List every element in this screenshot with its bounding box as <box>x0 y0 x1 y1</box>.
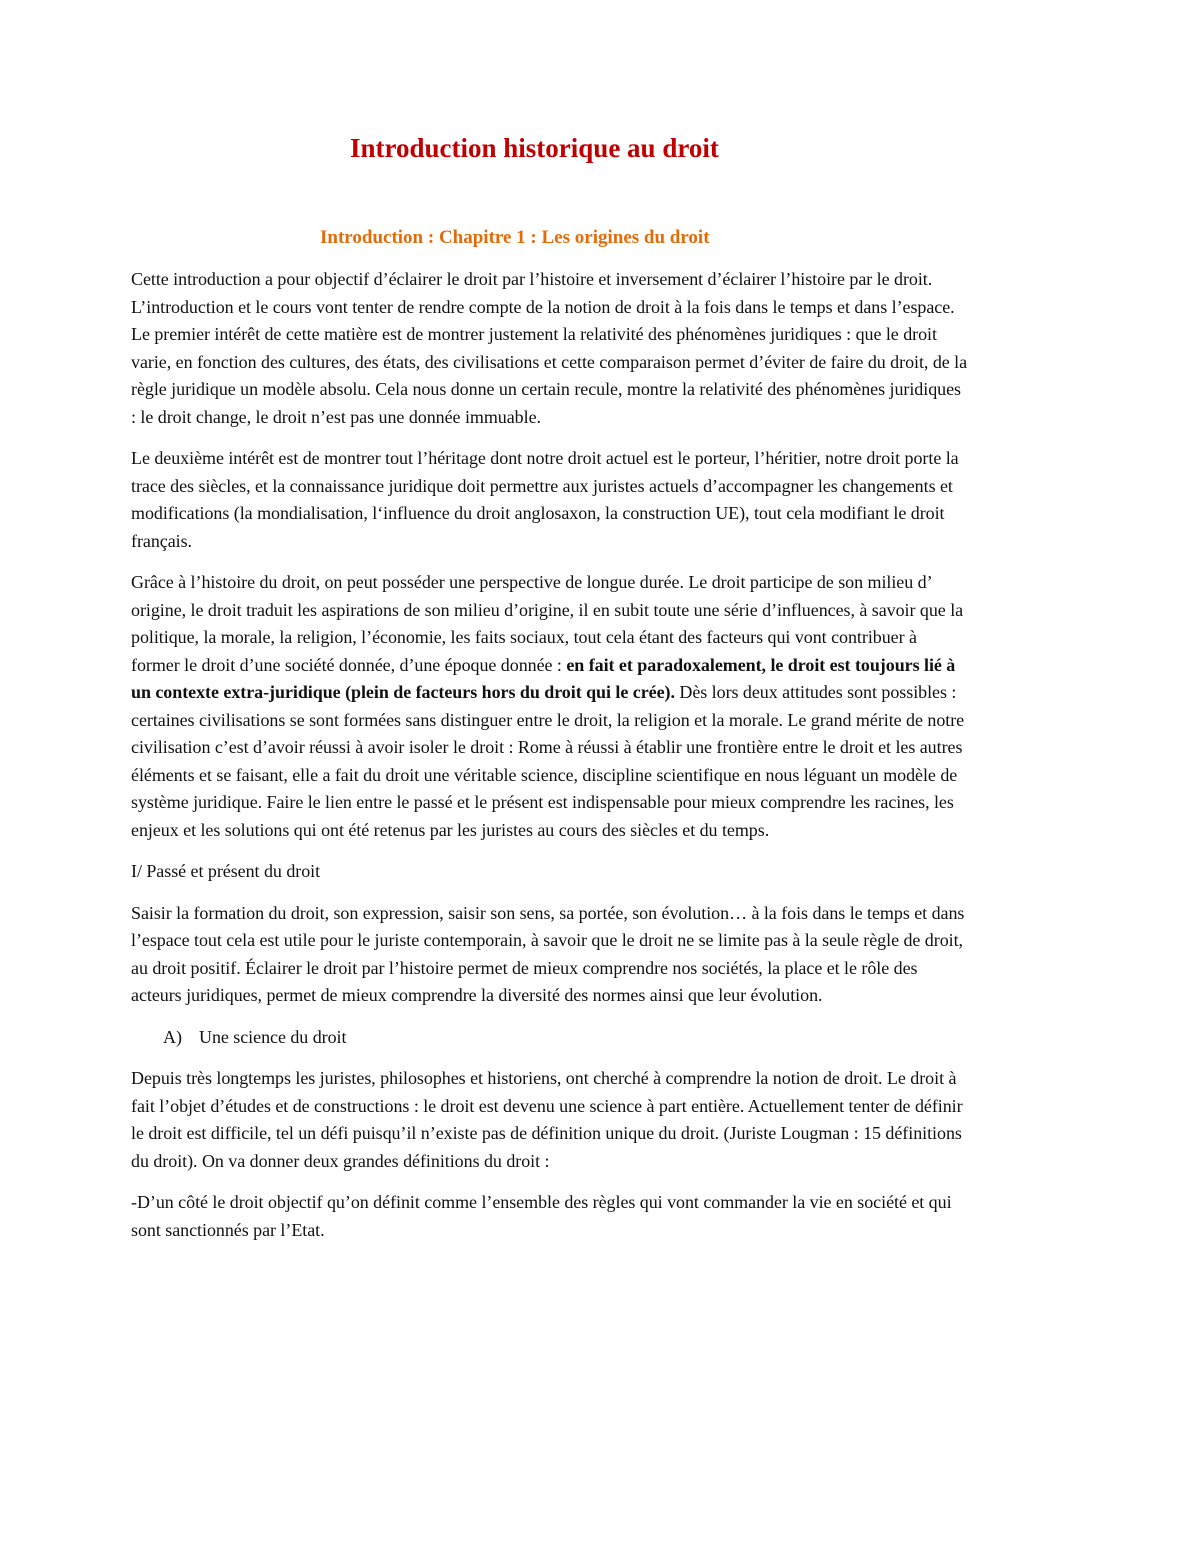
paragraph-objective-law: -D’un côté le droit objectif qu’on définit comme l’ensemble des règles qui vont commander la vie en société et qui sont sanctionnés par l’Etat. <box>131 1192 952 1240</box>
paragraph-history-end: Dès lors deux attitudes sont possibles : certaines civilisations se sont formées sans distinguer entre le droit, la religion et la morale. Le grand mérite de notre civilisation c’est d’avoir réussi à avoir isoler le droit : Rome à réussi à établir une frontière entre le droit et les autres éléments et se faisant, elle a fait du droit une véritable science, discipline scientifique en nous léguant un modèle de système juridique. Faire le lien entre le passé et le présent est indispensable pour mieux comprendre les racines, les enjeux et les solutions qui ont été retenus par les juristes au cours des siècles et du temps. <box>131 682 965 840</box>
document-body <box>131 266 969 1258</box>
paragraph-heritage: Le deuxième intérêt est de montrer tout l’héritage dont notre droit actuel est le porteur, l’héritier, notre droit porte la trace des siècles, et la connaissance juridique doit permettre aux juristes actuels d’accompagner les changements et modifications (la mondialisation, l‘influence du droit anglosaxon, la construction UE), tout cela modifiant le droit français. <box>131 448 959 551</box>
section-heading-past-present: I/ Passé et présent du droit <box>131 861 321 881</box>
paragraph-history-start: Grâce à l’histoire du droit, on peut posséder une perspective de longue durée. Le droit participe de son milieu d’ origine, le droit traduit les aspirations de son milieu d’origine, il en subit toute une série d’influences, à savoir que la politique, la morale, la religion, l’économie, les faits sociaux, tout cela étant des facteurs qui vont contribuer à former le droit d’une société donnée, d’une époque donnée : <box>131 572 964 675</box>
paragraph-definitions: Depuis très longtemps les juristes, philosophes et historiens, ont cherché à comprendre la notion de droit. Le droit à fait l’objet d’études et de constructions : le droit est devenu une science à part entière. Actuellement tenter de définir le droit est difficile, tel un défi puisqu’il n’existe pas de définition unique du droit. (Juriste Lougman : 15 définitions du droit). On va donner deux grandes définitions du droit : <box>131 1068 963 1171</box>
paragraph-history <box>131 569 969 844</box>
paragraph-intro: Cette introduction a pour objectif d’éclairer le droit par l’histoire et inversement d’éclairer l’histoire par le droit. L’introduction et le cours vont tenter de rendre compte de la notion de droit à la fois dans le temps et dans l’espace. Le premier intérêt de cette matière est de montrer justement la relativité des phénomènes juridiques : que le droit varie, en fonction des cultures, des états, des civilisations et cette comparaison permet d’éviter de faire du droit, de la règle juridique un modèle absolu. Cela nous donne un certain recule, montre la relativité des phénomènes juridiques : le droit change, le droit n’est pas une donnée immuable. <box>131 269 968 427</box>
chapter-subtitle: Introduction : Chapitre 1 : Les origines du droit <box>320 227 710 248</box>
list-marker: A) <box>163 1026 182 1047</box>
document-title: Introduction historique au droit <box>350 133 719 163</box>
paragraph-formation: Saisir la formation du droit, son expression, saisir son sens, sa portée, son évolution… à la fois dans le temps et dans l’espace tout cela est utile pour le juriste contemporain, à savoir que le droit ne se limite pas à la seule règle de droit, au droit positif. Éclairer le droit par l’histoire permet de mieux comprendre nos sociétés, la place et le rôle des acteurs juridiques, permet de mieux comprendre la diversité des normes ainsi que leur évolution. <box>131 902 965 1005</box>
paragraph-history-emphasis: en fait et paradoxalement, le droit est toujours lié à un contexte extra-juridique (plein de facteurs hors du droit qui le crée). <box>131 654 956 702</box>
section-heading-science <box>131 1024 969 1052</box>
section-heading-science-text: Une science du droit <box>199 1026 347 1047</box>
